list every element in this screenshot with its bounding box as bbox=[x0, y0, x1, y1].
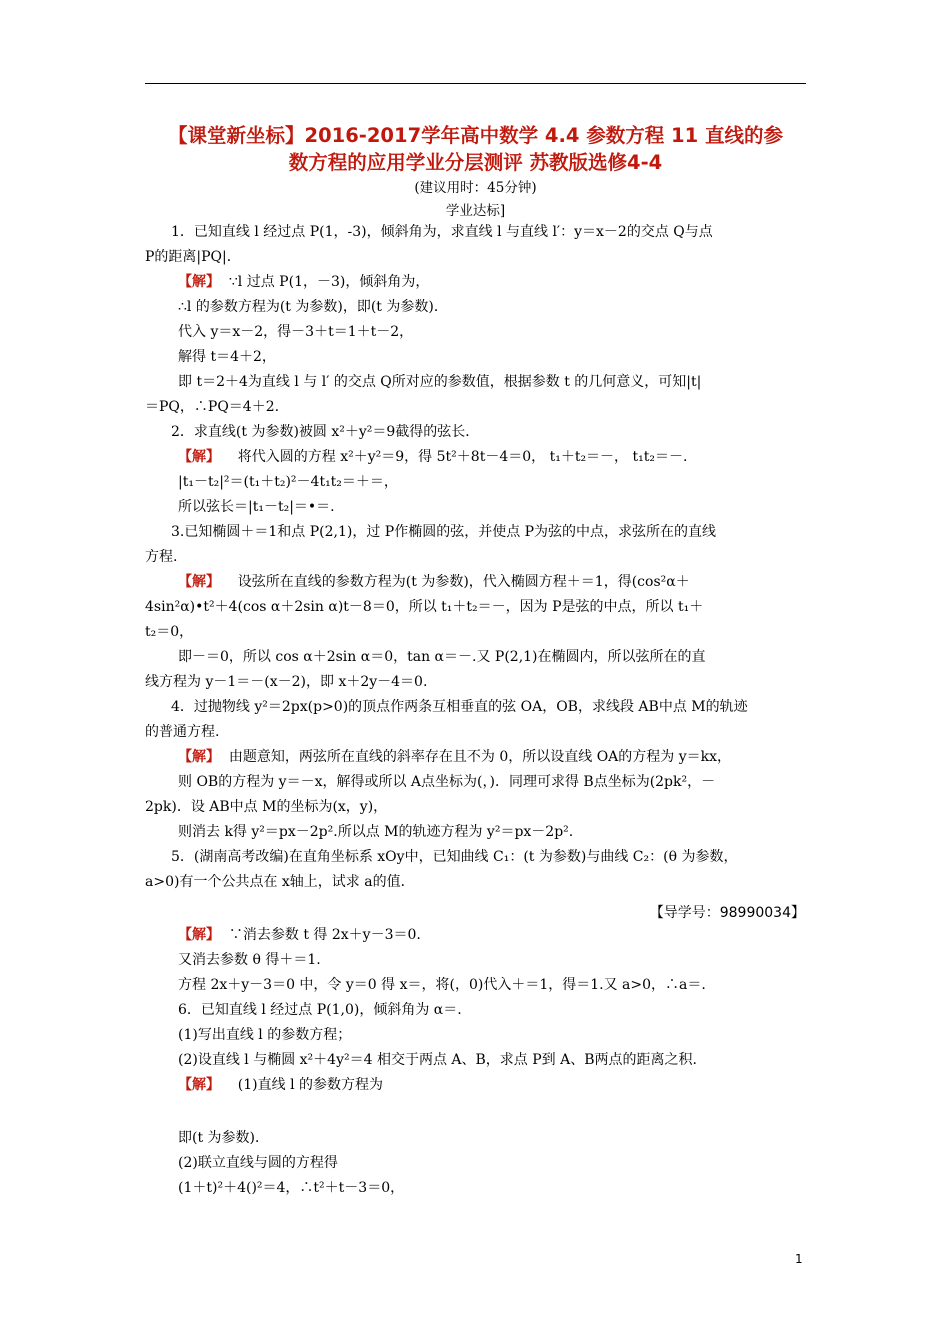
text-line bbox=[171, 847, 737, 867]
text-line bbox=[178, 950, 321, 970]
title-line-2: 数方程的应用学业分层测评 苏教版选修4-4 bbox=[288, 151, 663, 174]
text-line bbox=[171, 222, 713, 242]
text-line bbox=[178, 1050, 697, 1070]
text-content: 设弦所在直线的参数方程为(t 为参数)，代入椭圆方程＋＝1，得(cos²α＋ bbox=[220, 574, 690, 590]
text-content: 即－＝0，所以 cos α＋2sin α＝0，tan α＝－.又 P(2,1)在椭圆内，所以弦所在的直 bbox=[178, 649, 706, 665]
solution-tag: 【解】 bbox=[178, 274, 220, 290]
text-content: 将代入圆的方程 x²＋y²＝9，得 5t²＋8t－4＝0， t₁＋t₂＝－， t₁t₂＝－. bbox=[220, 449, 688, 465]
text-content: |t₁－t₂|²＝(t₁＋t₂)²－4t₁t₂＝＋＝， bbox=[178, 474, 398, 490]
text-line bbox=[178, 272, 429, 292]
text-line bbox=[178, 297, 448, 317]
solution-tag: 【解】 bbox=[178, 749, 220, 765]
solution-tag: 【解】 bbox=[178, 1077, 220, 1093]
text-line bbox=[145, 722, 219, 742]
daoxue-reference: 【导学号：98990034】 bbox=[649, 905, 805, 921]
text-line bbox=[178, 1128, 269, 1148]
text-content: 4sin²α)•t²＋4(cos α＋2sin α)t－8＝0，所以 t₁＋t₂＝－，因为 P是弦的中点，所以 t₁＋ bbox=[145, 599, 704, 615]
text-line bbox=[178, 1153, 338, 1173]
solution-tag: 【解】 bbox=[178, 449, 220, 465]
solution-tag: 【解】 bbox=[178, 927, 220, 943]
text-content: 则消去 k得 y²＝px－2p².所以点 M的轨迹方程为 y²＝px－2p². bbox=[178, 824, 574, 840]
text-line bbox=[178, 1178, 404, 1198]
text-line bbox=[145, 597, 703, 617]
text-line bbox=[171, 422, 479, 442]
text-content: P的距离|PQ|． bbox=[145, 249, 241, 265]
text-content: (1)写出直线 l 的参数方程； bbox=[178, 1027, 352, 1043]
text-line bbox=[145, 547, 177, 567]
text-line bbox=[178, 472, 398, 492]
page-number: 1 bbox=[795, 1252, 803, 1266]
text-line bbox=[145, 872, 415, 892]
text-line bbox=[178, 747, 731, 767]
text-line bbox=[178, 572, 690, 592]
header-rule bbox=[145, 83, 806, 84]
text-line bbox=[178, 647, 706, 667]
text-content: ∴l 的参数方程为(t 为参数)，即(t 为参数)． bbox=[178, 299, 448, 315]
text-content: 2pk)．设 AB中点 M的坐标为(x，y)， bbox=[145, 799, 388, 815]
section-heading: 学业达标] bbox=[445, 203, 506, 219]
text-line bbox=[178, 372, 701, 392]
text-line bbox=[178, 822, 573, 842]
text-content: 所以弦长＝|t₁－t₂|＝•＝. bbox=[178, 499, 335, 515]
text-content: 5．(湖南高考改编)在直角坐标系 xOy中，已知曲线 C₁：(t 为参数)与曲线 C₂：(θ 为参数， bbox=[171, 849, 738, 865]
text-line bbox=[178, 447, 687, 467]
text-line bbox=[178, 772, 715, 792]
text-line bbox=[178, 347, 276, 367]
text-content: ∵l 过点 P(1，－3)，倾斜角为， bbox=[220, 274, 430, 290]
text-content: 4．过抛物线 y²＝2px(p>0)的顶点作两条互相垂直的弦 OA，OB，求线段 AB中点 M的轨迹 bbox=[171, 699, 748, 715]
text-content: (2)联立直线与圆的方程得 bbox=[178, 1155, 338, 1171]
text-content: 方程. bbox=[145, 549, 178, 565]
text-line bbox=[178, 1000, 462, 1020]
text-content: 则 OB的方程为 y＝－x，解得或所以 A点坐标为(，)．同理可求得 B点坐标为(2pk²，－ bbox=[178, 774, 716, 790]
solution-tag: 【解】 bbox=[178, 574, 220, 590]
title-line-1: 【课堂新坐标】2016-2017学年高中数学 4.4 参数方程 11 直线的参 bbox=[168, 124, 783, 147]
text-content: ∵消去参数 t 得 2x＋y－3＝0. bbox=[220, 927, 421, 943]
text-content: 由题意知，两弦所在直线的斜率存在且不为 0，所以设直线 OA的方程为 y＝kx， bbox=[220, 749, 732, 765]
text-content: 的普通方程. bbox=[145, 724, 220, 740]
text-line bbox=[145, 247, 241, 267]
text-content: a>0)有一个公共点在 x轴上，试求 a的值． bbox=[145, 874, 415, 890]
text-content: 代入 y＝x－2，得－3＋t＝1＋t－2， bbox=[178, 324, 414, 340]
text-line bbox=[145, 622, 193, 642]
time-note: (建议用时：45分钟) bbox=[414, 180, 537, 196]
text-content: ＝PQ，∴PQ＝4＋2. bbox=[145, 399, 280, 415]
text-line bbox=[178, 1075, 383, 1095]
text-line bbox=[171, 522, 716, 542]
text-line bbox=[145, 797, 387, 817]
text-content: 1．已知直线 l 经过点 P(1，-3)，倾斜角为，求直线 l 与直线 l′：y＝x－2的交点 Q与点 bbox=[171, 224, 713, 240]
text-content: (1＋t)²＋4()²＝4，∴t²＋t－3＝0， bbox=[178, 1180, 405, 1196]
text-content: 3.已知椭圆＋＝1和点 P(2,1)，过 P作椭圆的弦，并使点 P为弦的中点，求弦所在的直线 bbox=[171, 524, 717, 540]
text-content: t₂＝0， bbox=[145, 624, 194, 640]
text-content: 又消去参数 θ 得＋＝1. bbox=[178, 952, 321, 968]
text-content: 2．求直线(t 为参数)被圆 x²＋y²＝9截得的弦长． bbox=[171, 424, 480, 440]
text-line bbox=[178, 1025, 351, 1045]
text-line bbox=[178, 497, 335, 517]
text-line bbox=[171, 697, 748, 717]
text-content: 6．已知直线 l 经过点 P(1,0)，倾斜角为 α＝. bbox=[178, 1002, 462, 1018]
text-line bbox=[178, 975, 706, 995]
text-line bbox=[145, 397, 279, 417]
document-title bbox=[145, 122, 806, 176]
text-content: (2)设直线 l 与椭圆 x²＋4y²＝4 相交于两点 A、B，求点 P到 A、B两点的距离之积. bbox=[178, 1052, 697, 1068]
text-line bbox=[178, 925, 421, 945]
text-content: 即 t＝2＋4为直线 l 与 l′ 的交点 Q所对应的参数值，根据参数 t 的几何意义，可知|t| bbox=[178, 374, 702, 390]
text-content: 即(t 为参数)． bbox=[178, 1130, 269, 1146]
text-content: (1)直线 l 的参数方程为 bbox=[220, 1077, 384, 1093]
text-content: 线方程为 y－1＝－(x－2)，即 x＋2y－4＝0. bbox=[145, 674, 428, 690]
text-line bbox=[145, 672, 427, 692]
text-content: 方程 2x＋y－3＝0 中，令 y＝0 得 x＝，将(，0)代入＋＝1，得＝1.又 a>0，∴a＝. bbox=[178, 977, 706, 993]
text-content: 解得 t＝4＋2， bbox=[178, 349, 276, 365]
text-line bbox=[178, 322, 413, 342]
